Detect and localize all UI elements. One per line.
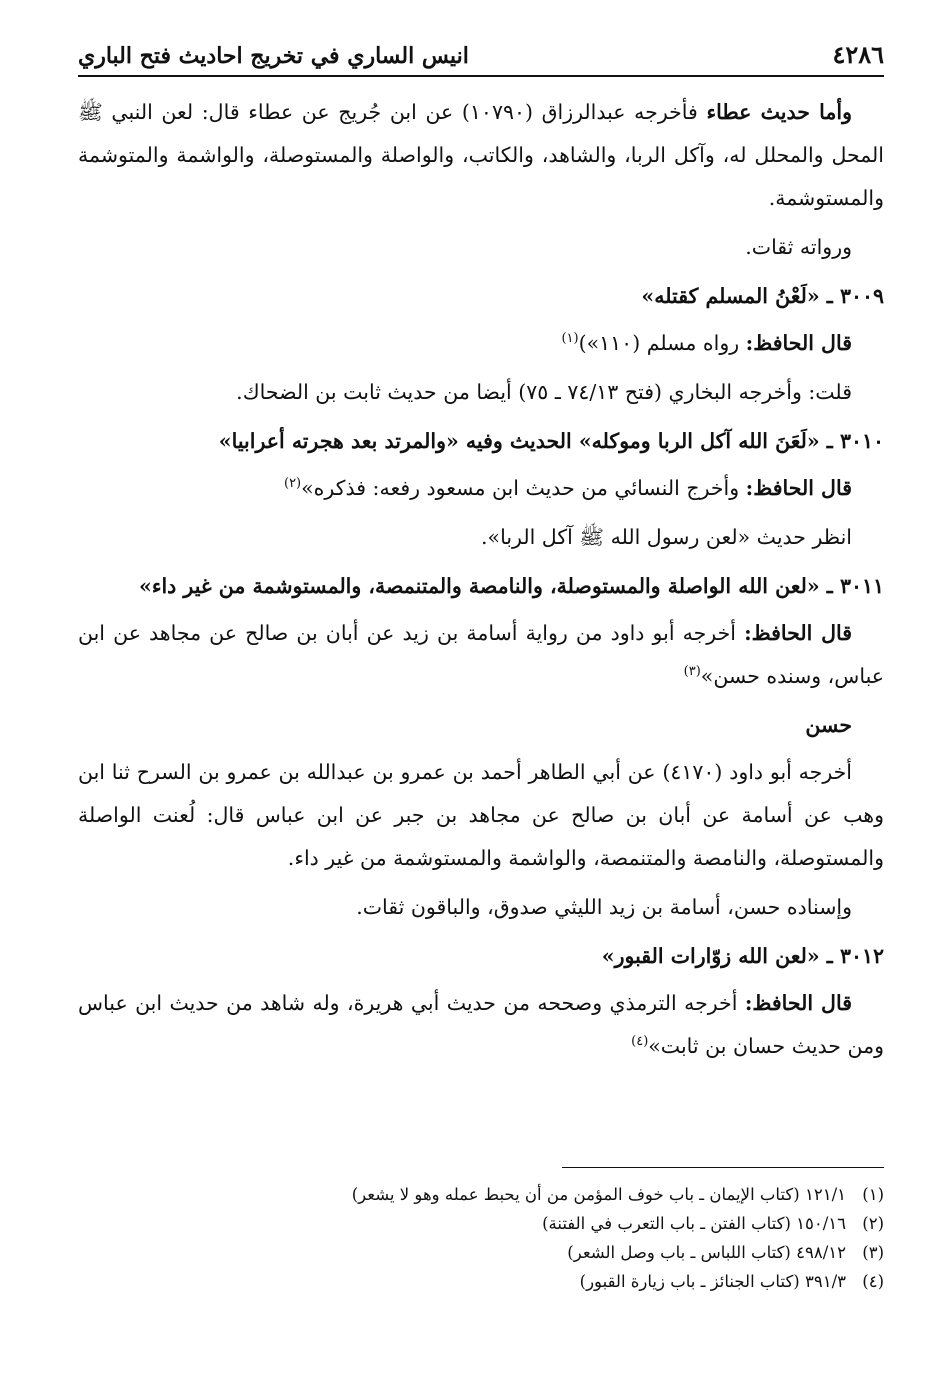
hadith-heading-3009: ٣٠٠٩ ـ «لَعْنُ المسلم كقتله»: [641, 284, 884, 308]
footnote: [78, 1180, 884, 1209]
paragraph-text: فأخرجه عبدالرزاق (١٠٧٩٠) عن ابن جُريج عن عطاء قال: لعن النبي ﷺ المحل والمحلل له، وآكل الربا، والشاهد، والكاتب، والواصلة والمستوصلة، والواشمة والمتوشمة والمستوشمة.: [78, 100, 884, 210]
footnote-text: ١٢١/١ (كتاب الإيمان ـ باب خوف المؤمن من أن يحبط عمله وهو لا يشعر): [351, 1185, 846, 1204]
footnote-text: ٤٩٨/١٢ (كتاب اللباس ـ باب وصل الشعر): [567, 1243, 846, 1262]
paragraph-3011-hafiz: [78, 612, 884, 698]
hafiz-label: قال الحافظ:: [745, 331, 852, 355]
hadith-heading-3012: ٣٠١٢ ـ «لعن الله زوّارات القبور»: [601, 944, 884, 968]
grade-heading: حسن: [805, 713, 852, 737]
footnote-separator: [562, 1167, 884, 1168]
paragraph-narrators: ورواته ثقات.: [745, 235, 852, 259]
footnote-ref: (٤): [631, 1034, 649, 1050]
hafiz-label: قال الحافظ:: [744, 621, 853, 645]
footnote-number: (١): [862, 1185, 884, 1204]
paragraph-3009-hafiz: [78, 322, 884, 365]
hafiz-label: قال الحافظ:: [744, 991, 853, 1015]
paragraph-3010-hafiz: [78, 467, 884, 510]
paragraph-3011-isnad: وإسناده حسن، أسامة بن زيد الليثي صدوق، والباقون ثقات.: [356, 895, 852, 919]
footnote: [78, 1267, 884, 1296]
footnote-number: (٢): [862, 1214, 884, 1233]
paragraph-3012-hafiz: [78, 982, 884, 1068]
footnote-text: ١٥٠/١٦ (كتاب الفتن ـ باب التعرب في الفتنة): [542, 1214, 846, 1233]
footnote-text: ٣٩١/٣ (كتاب الجنائز ـ باب زيارة القبور): [579, 1272, 846, 1291]
footnote-number: (٣): [862, 1243, 884, 1262]
footnote-ref: (٢): [283, 476, 302, 492]
paragraph-text: أخرجه الترمذي وصححه من حديث أبي هريرة، وله شاهد من حديث ابن عباس ومن حديث حسان بن ثابت»: [78, 991, 884, 1058]
paragraph-3010-see: انظر حديث «لعن رسول الله ﷺ آكل الربا».: [481, 525, 852, 549]
paragraph-text: أخرجه أبو داود من رواية أسامة بن زيد عن أبان بن صالح عن مجاهد عن ابن عباس، وسنده حسن»: [78, 621, 884, 688]
lead-phrase: وأما حديث عطاء: [706, 100, 852, 124]
footnote: [78, 1209, 884, 1238]
page-number: ٤٢٨٦: [832, 40, 884, 69]
running-header: [78, 40, 884, 77]
paragraph-ata-hadith: [78, 91, 884, 220]
footnote-number: (٤): [862, 1272, 884, 1291]
book-title: انيس الساري في تخريج احاديث فتح الباري: [78, 43, 469, 69]
footnote-ref: (٣): [683, 664, 701, 680]
paragraph-text: رواه مسلم (١١٠»): [578, 331, 746, 355]
footnotes: [78, 1180, 884, 1296]
footnote-ref: (١): [561, 331, 579, 347]
paragraph-3009-note: قلت: وأخرجه البخاري (فتح ٧٤/١٣ ـ ٧٥) أيضا من حديث ثابت بن الضحاك.: [236, 380, 852, 404]
book-page: [78, 40, 884, 1074]
hadith-heading-3010: ٣٠١٠ ـ «لَعَنَ الله آكل الربا وموكله» الحديث وفيه «والمرتد بعد هجرته أعرابيا»: [218, 429, 884, 453]
footnote: [78, 1238, 884, 1267]
paragraph-3011-takhrij: أخرجه أبو داود (٤١٧٠) عن أبي الطاهر أحمد بن عمرو بن عبدالله بن عمرو بن السرح ثنا ابن وهب عن أسامة عن أبان بن صالح عن مجاهد بن جبر عن ابن عباس قال: لُعنت الواصلة والمستوصلة، والنامصة والمتنمصة، والواشمة والمستوشمة من غير داء.: [78, 760, 884, 870]
paragraph-text: وأخرج النسائي من حديث ابن مسعود رفعه: فذكره»: [301, 476, 746, 500]
main-text: [78, 91, 884, 1068]
hafiz-label: قال الحافظ:: [745, 476, 852, 500]
hadith-heading-3011: ٣٠١١ ـ «لعن الله الواصلة والمستوصلة، والنامصة والمتنمصة، والمستوشمة من غير داء»: [139, 574, 884, 598]
